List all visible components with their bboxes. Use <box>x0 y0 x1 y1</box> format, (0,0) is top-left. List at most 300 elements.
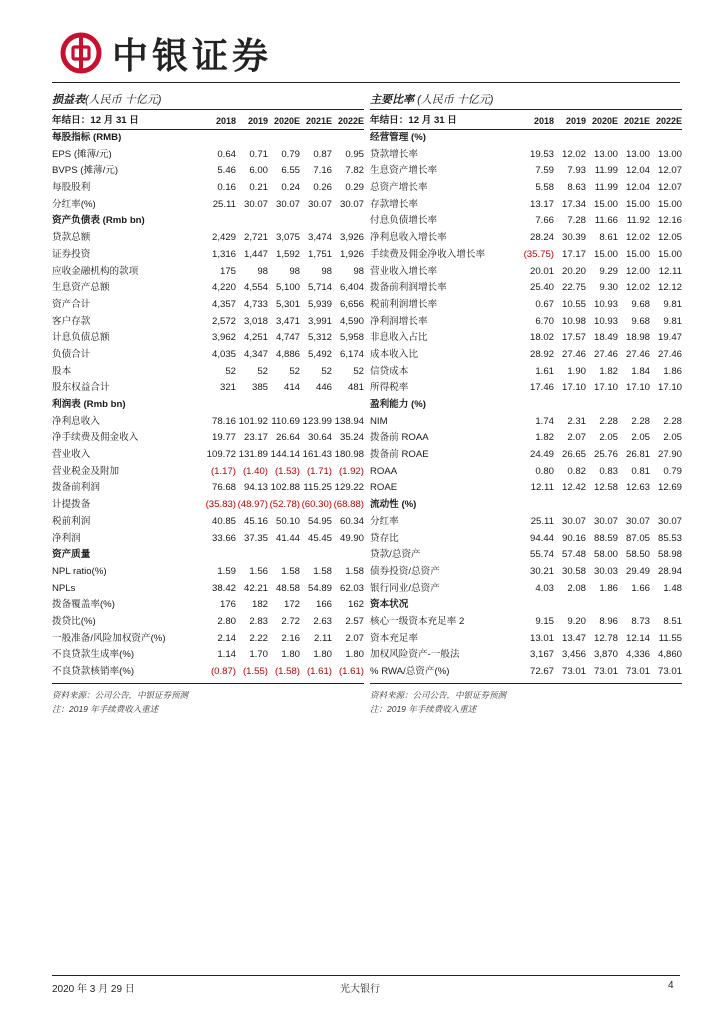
table-unit: (人民币 十亿元) <box>417 94 494 106</box>
cell-value: 4,733 <box>243 298 268 310</box>
row-label: 净手续费及佣金收入 <box>52 432 139 444</box>
row-label: BVPS (摊薄/元) <box>52 165 119 177</box>
cell-value: 4,347 <box>243 348 268 360</box>
cell-value: 9.81 <box>663 298 682 310</box>
cell-value: 1.59 <box>217 565 236 577</box>
cell-value: 18.98 <box>625 332 650 344</box>
cell-value: 18.02 <box>529 332 554 344</box>
table-row <box>52 564 364 581</box>
cell-value: 0.21 <box>249 182 268 194</box>
cell-value: 8.61 <box>599 232 618 244</box>
cell-value: 73.01 <box>593 666 618 677</box>
cell-value: 175 <box>219 265 236 277</box>
section-header-row <box>52 213 364 230</box>
table-row <box>52 264 364 281</box>
cell-value: 35.24 <box>339 432 364 444</box>
table-row <box>370 380 682 397</box>
cell-value: 1,447 <box>243 248 268 260</box>
row-label: ROAA <box>370 465 398 477</box>
row-label: 净利息收入增长率 <box>370 232 447 244</box>
cell-value: 144.14 <box>270 449 300 461</box>
cell-value: 0.87 <box>313 148 332 160</box>
row-label: 生息资产增长率 <box>370 165 438 177</box>
year-header: 2022E <box>655 116 682 126</box>
cell-value: 3,991 <box>307 315 332 327</box>
row-label: 分红率 <box>370 515 399 527</box>
year-header: 2018 <box>215 116 236 126</box>
cell-value: 87.05 <box>625 532 650 544</box>
cell-value: 29.49 <box>625 565 650 577</box>
cell-value: 30.07 <box>339 198 364 210</box>
cell-value: 4,886 <box>275 348 300 360</box>
cell-value: 52 <box>225 365 236 377</box>
cell-value: 2.05 <box>599 432 618 444</box>
table-title <box>52 90 364 110</box>
cell-value: 115.25 <box>303 482 332 494</box>
cell-value: 4,336 <box>625 649 650 661</box>
row-label: 拨备前 ROAE <box>370 449 429 461</box>
cell-value: 12.42 <box>561 482 586 494</box>
footer-divider <box>52 975 680 976</box>
cell-value: 27.46 <box>625 348 650 360</box>
company-name: 光大银行 <box>340 984 380 995</box>
cell-value: 0.29 <box>345 182 364 194</box>
cell-value: 1.74 <box>535 415 554 427</box>
cell-value: 62.03 <box>339 582 364 594</box>
cell-value: 30.03 <box>593 565 618 577</box>
cell-value: 55.74 <box>529 549 554 561</box>
cell-value: 414 <box>283 382 300 394</box>
cell-value: 0.71 <box>249 148 268 160</box>
cell-value: 98 <box>289 265 300 277</box>
cell-value: 1.48 <box>663 582 682 594</box>
cell-value: 1.58 <box>313 565 332 577</box>
cell-value: (60.30) <box>301 499 332 511</box>
cell-value: 11.99 <box>594 165 618 177</box>
cell-value: 9.30 <box>599 282 618 294</box>
row-label: 营业收入 <box>52 449 91 461</box>
cell-value: 2.05 <box>663 432 682 444</box>
row-label: 计提拨备 <box>52 499 91 511</box>
cell-value: 1.90 <box>567 365 586 377</box>
cell-value: 45.45 <box>307 532 332 544</box>
table-body <box>370 130 682 681</box>
cell-value: 28.94 <box>657 565 682 577</box>
row-label: 拨贷比(%) <box>52 615 96 627</box>
year-end-label: 年结日：12 月 31 日 <box>370 115 457 126</box>
cell-value: 15.00 <box>625 248 650 260</box>
cell-value: (35.75) <box>523 248 554 260</box>
table-row <box>370 213 682 230</box>
cell-value: 12.69 <box>657 482 682 494</box>
cell-value: (1.17) <box>210 465 236 477</box>
cell-value: 1.86 <box>663 365 682 377</box>
cell-value: 85.53 <box>657 532 682 544</box>
cell-value: 5,492 <box>307 348 332 360</box>
cell-value: 9.68 <box>631 298 650 310</box>
cell-value: 24.49 <box>529 449 554 461</box>
table-row <box>370 230 682 247</box>
cell-value: 0.79 <box>663 465 682 477</box>
cell-value: 52 <box>289 365 300 377</box>
cell-value: 26.81 <box>625 449 650 461</box>
table-row <box>52 330 364 347</box>
cell-value: 180.98 <box>334 449 364 461</box>
table-row <box>370 280 682 297</box>
cell-value: 12.07 <box>657 182 682 194</box>
section-label: 资产负债表 (Rmb bn) <box>52 215 145 227</box>
row-label: 不良贷款核销率(%) <box>52 666 135 677</box>
table-title-text: 主要比率 <box>370 94 414 106</box>
cell-value: (52.78) <box>269 499 300 511</box>
row-label: 净利息收入 <box>52 415 100 427</box>
cell-value: 15.00 <box>593 248 618 260</box>
cell-value: 17.46 <box>529 382 554 394</box>
cell-value: 13.01 <box>529 632 554 644</box>
year-header: 2018 <box>533 116 554 126</box>
cell-value: 17.10 <box>625 382 650 394</box>
cell-value: 0.82 <box>567 465 586 477</box>
cell-value: 72.67 <box>529 666 554 677</box>
cell-value: 15.00 <box>625 198 650 210</box>
cell-value: 4,357 <box>211 298 236 310</box>
cell-value: 110.69 <box>271 415 300 427</box>
table-row <box>52 531 364 548</box>
cell-value: 30.07 <box>657 515 682 527</box>
page-number: 4 <box>668 980 674 991</box>
cell-value: 25.11 <box>530 515 554 527</box>
cell-value: 4,220 <box>211 282 236 294</box>
cell-value: 2.16 <box>281 632 300 644</box>
cell-value: 6.70 <box>535 315 554 327</box>
row-label: 存款增长率 <box>370 198 418 210</box>
header-divider <box>52 82 680 83</box>
cell-value: 10.98 <box>561 315 586 327</box>
cell-value: 4,860 <box>657 649 682 661</box>
year-header: 2021E <box>305 116 332 126</box>
table-row <box>52 514 364 531</box>
row-label: 贷存比 <box>370 532 399 544</box>
cell-value: 12.02 <box>561 148 586 160</box>
cell-value: 73.01 <box>625 666 650 677</box>
cell-value: 2.28 <box>663 415 682 427</box>
cell-value: 58.50 <box>625 549 650 561</box>
cell-value: 446 <box>315 382 332 394</box>
cell-value: 5,301 <box>275 298 300 310</box>
cell-value: 5.46 <box>217 165 236 177</box>
cell-value: 19.53 <box>529 148 554 160</box>
table-row <box>370 547 682 564</box>
cell-value: 12.00 <box>625 265 650 277</box>
cell-value: 161.43 <box>302 449 332 461</box>
cell-value: 15.00 <box>593 198 618 210</box>
row-label: 贷款/总资产 <box>370 549 421 561</box>
cell-value: 3,471 <box>275 315 300 327</box>
table-row <box>370 447 682 464</box>
cell-value: 0.67 <box>535 298 554 310</box>
cell-value: (1.58) <box>274 666 300 677</box>
cell-value: 7.93 <box>567 165 586 177</box>
cell-value: 481 <box>347 382 364 394</box>
cell-value: 7.59 <box>535 165 554 177</box>
cell-value: 8.96 <box>599 615 618 627</box>
cell-value: 2.22 <box>249 632 268 644</box>
cell-value: 9.20 <box>567 615 586 627</box>
section-header-row <box>370 597 682 614</box>
cell-value: 12.02 <box>625 282 650 294</box>
row-label: 资产合计 <box>52 298 91 310</box>
section-label: 资产质量 <box>52 549 91 561</box>
cell-value: 19.47 <box>657 332 682 344</box>
cell-value: 20.01 <box>529 265 554 277</box>
cell-value: 1.58 <box>281 565 300 577</box>
table-row <box>52 464 364 481</box>
cell-value: 2.63 <box>313 615 332 627</box>
table-title <box>370 90 682 110</box>
cell-value: 23.17 <box>243 432 268 444</box>
table-row <box>370 264 682 281</box>
cell-value: 2.07 <box>345 632 364 644</box>
cell-value: (1.92) <box>338 465 364 477</box>
cell-value: 1.80 <box>281 649 300 661</box>
cell-value: 12.16 <box>657 215 682 227</box>
cell-value: 13.00 <box>625 148 650 160</box>
table-row <box>52 247 364 264</box>
cell-value: 10.93 <box>593 315 618 327</box>
table-row <box>370 581 682 598</box>
cell-value: 162 <box>347 599 364 611</box>
cell-value: 18.49 <box>593 332 618 344</box>
row-label: 每股股利 <box>52 182 91 194</box>
cell-value: 8.51 <box>663 615 682 627</box>
report-header <box>52 26 692 82</box>
cell-value: 7.66 <box>535 215 554 227</box>
row-label: 股本 <box>52 365 72 377</box>
cell-value: 0.64 <box>217 148 236 160</box>
cell-value: 25.11 <box>212 198 236 210</box>
cell-value: 129.22 <box>334 482 364 494</box>
table-row <box>52 180 364 197</box>
cell-value: 176 <box>219 599 236 611</box>
cell-value: (1.61) <box>338 666 364 677</box>
cell-value: 4,590 <box>339 315 364 327</box>
year-header-row <box>52 112 364 130</box>
cell-value: 0.83 <box>599 465 618 477</box>
cell-value: 2.08 <box>567 582 586 594</box>
row-label: 拨备覆盖率(%) <box>52 599 115 611</box>
cell-value: 40.85 <box>211 515 236 527</box>
row-label: 营业税金及附加 <box>52 465 120 477</box>
section-label: 资本状况 <box>370 599 409 611</box>
cell-value: 3,075 <box>275 232 300 244</box>
cell-value: 94.44 <box>529 532 554 544</box>
row-label: 净利润增长率 <box>370 315 428 327</box>
cell-value: 102.88 <box>270 482 300 494</box>
table-row <box>52 364 364 381</box>
cell-value: 0.16 <box>217 182 236 194</box>
cell-value: 12.58 <box>593 482 618 494</box>
table-row <box>370 430 682 447</box>
cell-value: 28.92 <box>529 348 554 360</box>
cell-value: 2.72 <box>281 615 300 627</box>
cell-value: 0.79 <box>281 148 300 160</box>
cell-value: 1.80 <box>345 649 364 661</box>
section-header-row <box>52 397 364 414</box>
year-header: 2020E <box>591 116 618 126</box>
cell-value: 123.99 <box>302 415 332 427</box>
row-label: 手续费及佣金净收入增长率 <box>370 248 486 260</box>
cell-value: 30.07 <box>593 515 618 527</box>
cell-value: 33.66 <box>211 532 236 544</box>
cell-value: 2.11 <box>314 632 332 644</box>
cell-value: 1.82 <box>535 432 554 444</box>
cell-value: 1.84 <box>631 365 650 377</box>
table-row <box>370 480 682 497</box>
row-label: % RWA/总资产(%) <box>370 666 450 677</box>
table-row <box>370 147 682 164</box>
table-row <box>52 314 364 331</box>
cell-value: 11.66 <box>594 215 618 227</box>
cell-value: 3,870 <box>593 649 618 661</box>
table-row <box>370 330 682 347</box>
cell-value: 2.80 <box>217 615 236 627</box>
cell-value: 52 <box>257 365 268 377</box>
cell-value: 37.35 <box>243 532 268 544</box>
cell-value: 54.95 <box>307 515 332 527</box>
cell-value: (1.53) <box>274 465 300 477</box>
cell-value: 17.34 <box>561 198 586 210</box>
cell-value: (1.55) <box>242 666 268 677</box>
cell-value: 27.90 <box>657 449 682 461</box>
cell-value: 6.00 <box>249 165 268 177</box>
cell-value: 1,316 <box>211 248 236 260</box>
table-row <box>370 514 682 531</box>
table-body <box>52 130 364 681</box>
cell-value: 0.95 <box>345 148 364 160</box>
table-row <box>52 497 364 514</box>
cell-value: 101.92 <box>238 415 268 427</box>
table-row <box>370 163 682 180</box>
table-row <box>370 347 682 364</box>
cell-value: 20.20 <box>561 265 586 277</box>
row-label: 贷款总额 <box>52 232 91 244</box>
table-row <box>52 480 364 497</box>
cell-value: 1.70 <box>249 649 268 661</box>
cell-value: 9.29 <box>599 265 618 277</box>
row-label: 应收金融机构的款项 <box>52 265 139 277</box>
section-header-row <box>370 397 682 414</box>
table-row <box>370 314 682 331</box>
table-footnotes <box>370 683 682 716</box>
key-ratios-table <box>370 90 682 716</box>
cell-value: 19.77 <box>211 432 236 444</box>
cell-value: 321 <box>219 382 236 394</box>
cell-value: 1.82 <box>599 365 618 377</box>
cell-value: 4,251 <box>243 332 268 344</box>
cell-value: (1.61) <box>306 666 332 677</box>
table-row <box>370 531 682 548</box>
row-label: 不良贷款生成率(%) <box>52 649 135 661</box>
cell-value: 73.01 <box>657 666 682 677</box>
table-unit: (人民币 十亿元) <box>85 94 162 106</box>
table-row <box>52 581 364 598</box>
cell-value: 27.46 <box>561 348 586 360</box>
restatement-note: 注：2019 年手续费收入重述 <box>370 703 477 714</box>
table-row <box>52 280 364 297</box>
cell-value: 11.92 <box>626 215 650 227</box>
table-row <box>52 430 364 447</box>
row-label: NPL ratio(%) <box>52 565 107 577</box>
table-row <box>52 597 364 614</box>
year-header: 2020E <box>273 116 300 126</box>
cell-value: 30.07 <box>625 515 650 527</box>
cell-value: 1.14 <box>217 649 236 661</box>
cell-value: 50.10 <box>275 515 300 527</box>
cell-value: 3,926 <box>339 232 364 244</box>
cell-value: 26.64 <box>275 432 300 444</box>
table-row <box>370 247 682 264</box>
cell-value: 1,751 <box>307 248 332 260</box>
row-label: 付息负债增长率 <box>370 215 438 227</box>
cell-value: 45.16 <box>243 515 268 527</box>
section-header-row <box>52 547 364 564</box>
cell-value: 88.59 <box>593 532 618 544</box>
cell-value: 13.17 <box>529 198 554 210</box>
row-label: 税前利润增长率 <box>370 298 438 310</box>
cell-value: 5,312 <box>307 332 332 344</box>
cell-value: 0.26 <box>313 182 332 194</box>
table-row <box>52 297 364 314</box>
table-row <box>370 614 682 631</box>
cell-value: 27.46 <box>657 348 682 360</box>
cell-value: 4,035 <box>211 348 236 360</box>
table-title-text: 损益表 <box>52 94 85 106</box>
table-row <box>52 447 364 464</box>
table-row <box>52 163 364 180</box>
cell-value: 2.07 <box>567 432 586 444</box>
cell-value: 38.42 <box>211 582 236 594</box>
cell-value: 17.17 <box>561 248 586 260</box>
cell-value: 17.10 <box>561 382 586 394</box>
section-header-row <box>370 130 682 147</box>
cell-value: 30.07 <box>243 198 268 210</box>
cell-value: 1.56 <box>249 565 268 577</box>
cell-value: 5,100 <box>275 282 300 294</box>
year-header-row <box>370 112 682 130</box>
report-date: 2020 年 3 月 29 日 <box>52 984 135 995</box>
cell-value: 3,474 <box>307 232 332 244</box>
cell-value: 1.86 <box>599 582 618 594</box>
cell-value: 4,747 <box>275 332 300 344</box>
table-row <box>370 414 682 431</box>
row-label: 加权风险资产-一般法 <box>370 649 460 661</box>
section-label: 流动性 (%) <box>370 499 417 511</box>
cell-value: 1,592 <box>275 248 300 260</box>
table-row <box>52 631 364 648</box>
year-header: 2019 <box>247 116 268 126</box>
cell-value: 1,926 <box>339 248 364 260</box>
row-label: 核心一级资本充足率 2 <box>370 615 465 627</box>
table-row <box>370 647 682 664</box>
cell-value: 10.55 <box>561 298 586 310</box>
cell-value: 12.11 <box>530 482 554 494</box>
table-row <box>52 647 364 664</box>
cell-value: 12.04 <box>625 165 650 177</box>
table-row <box>370 464 682 481</box>
cell-value: 15.00 <box>657 248 682 260</box>
cell-value: 25.40 <box>529 282 554 294</box>
cell-value: 0.81 <box>631 465 650 477</box>
